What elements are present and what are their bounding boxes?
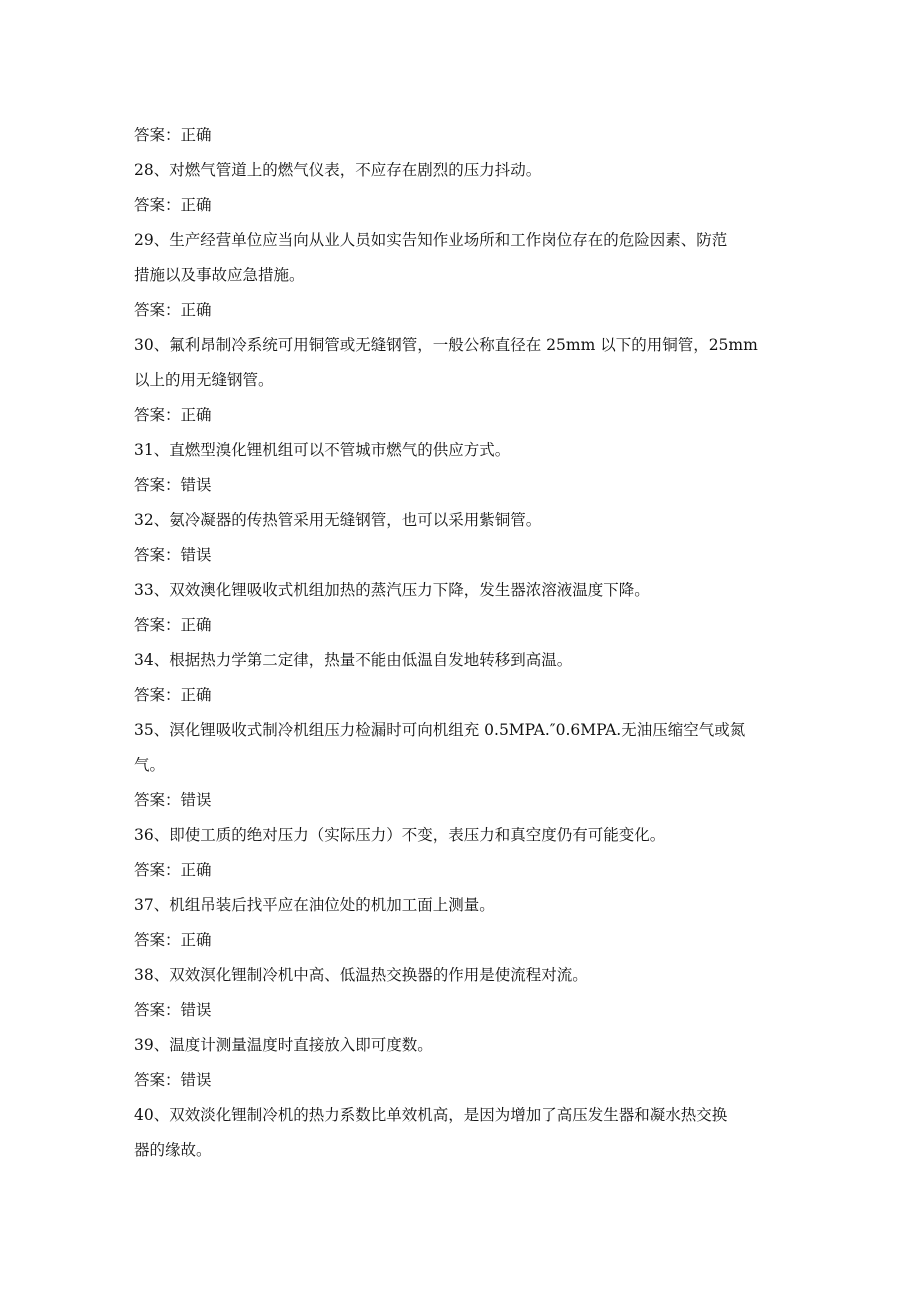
answer-line: 答案：错误 xyxy=(134,476,212,494)
question-continuation-line: 措施以及事故应急措施。 xyxy=(134,266,305,284)
answer-line: 答案：错误 xyxy=(134,1001,212,1019)
question-line: 34、根据热力学第二定律，热量不能由低温自发地转移到高温。 xyxy=(134,651,573,669)
question-line: 40、双效淡化锂制冷机的热力系数比单效机高，是因为增加了高压发生器和凝水热交换 xyxy=(134,1106,728,1124)
answer-line: 答案：正确 xyxy=(134,126,212,144)
question-line: 35、溟化锂吸收式制冷机组压力检漏时可向机组充 0.5MPA.″0.6MPA.无油压缩空气或氮 xyxy=(134,721,746,739)
answer-line: 答案：正确 xyxy=(134,301,212,319)
answer-line: 答案：正确 xyxy=(134,406,212,424)
answer-line: 答案：正确 xyxy=(134,861,212,879)
question-line: 33、双效澳化锂吸收式机组加热的蒸汽压力下降，发生器浓溶液温度下降。 xyxy=(134,581,650,599)
question-line: 28、对燃气管道上的燃气仪表，不应存在剧烈的压力抖动。 xyxy=(134,161,542,179)
question-line: 32、氨冷凝器的传热管采用无缝钢管，也可以采用紫铜管。 xyxy=(134,511,542,529)
question-continuation-line: 气。 xyxy=(134,756,166,774)
question-line: 31、直燃型溴化锂机组可以不管城市燃气的供应方式。 xyxy=(134,441,511,459)
answer-line: 答案：错误 xyxy=(134,546,212,564)
question-line: 38、双效溟化锂制冷机中高、低温热交换器的作用是使流程对流。 xyxy=(134,966,588,984)
answer-line: 答案：正确 xyxy=(134,616,212,634)
question-line: 30、氟利昂制冷系统可用铜管或无缝钢管，一般公称直径在 25mm 以下的用铜管，25mm xyxy=(134,336,758,354)
answer-line: 答案：错误 xyxy=(134,791,212,809)
answer-line: 答案：正确 xyxy=(134,686,212,704)
document-body xyxy=(134,118,804,1168)
question-continuation-line: 以上的用无缝钢管。 xyxy=(134,371,274,389)
question-line: 36、即使工质的绝对压力（实际压力）不变，表压力和真空度仍有可能变化。 xyxy=(134,826,666,844)
answer-line: 答案：正确 xyxy=(134,196,212,214)
question-line: 39、温度计测量温度时直接放入即可度数。 xyxy=(134,1036,433,1054)
answer-line: 答案：错误 xyxy=(134,1071,212,1089)
answer-line: 答案：正确 xyxy=(134,931,212,949)
question-line: 37、机组吊装后找平应在油位处的机加工面上测量。 xyxy=(134,896,495,914)
question-continuation-line: 器的缘故。 xyxy=(134,1141,212,1159)
question-line: 29、生产经营单位应当向从业人员如实告知作业场所和工作岗位存在的危险因素、防范 xyxy=(134,231,728,249)
